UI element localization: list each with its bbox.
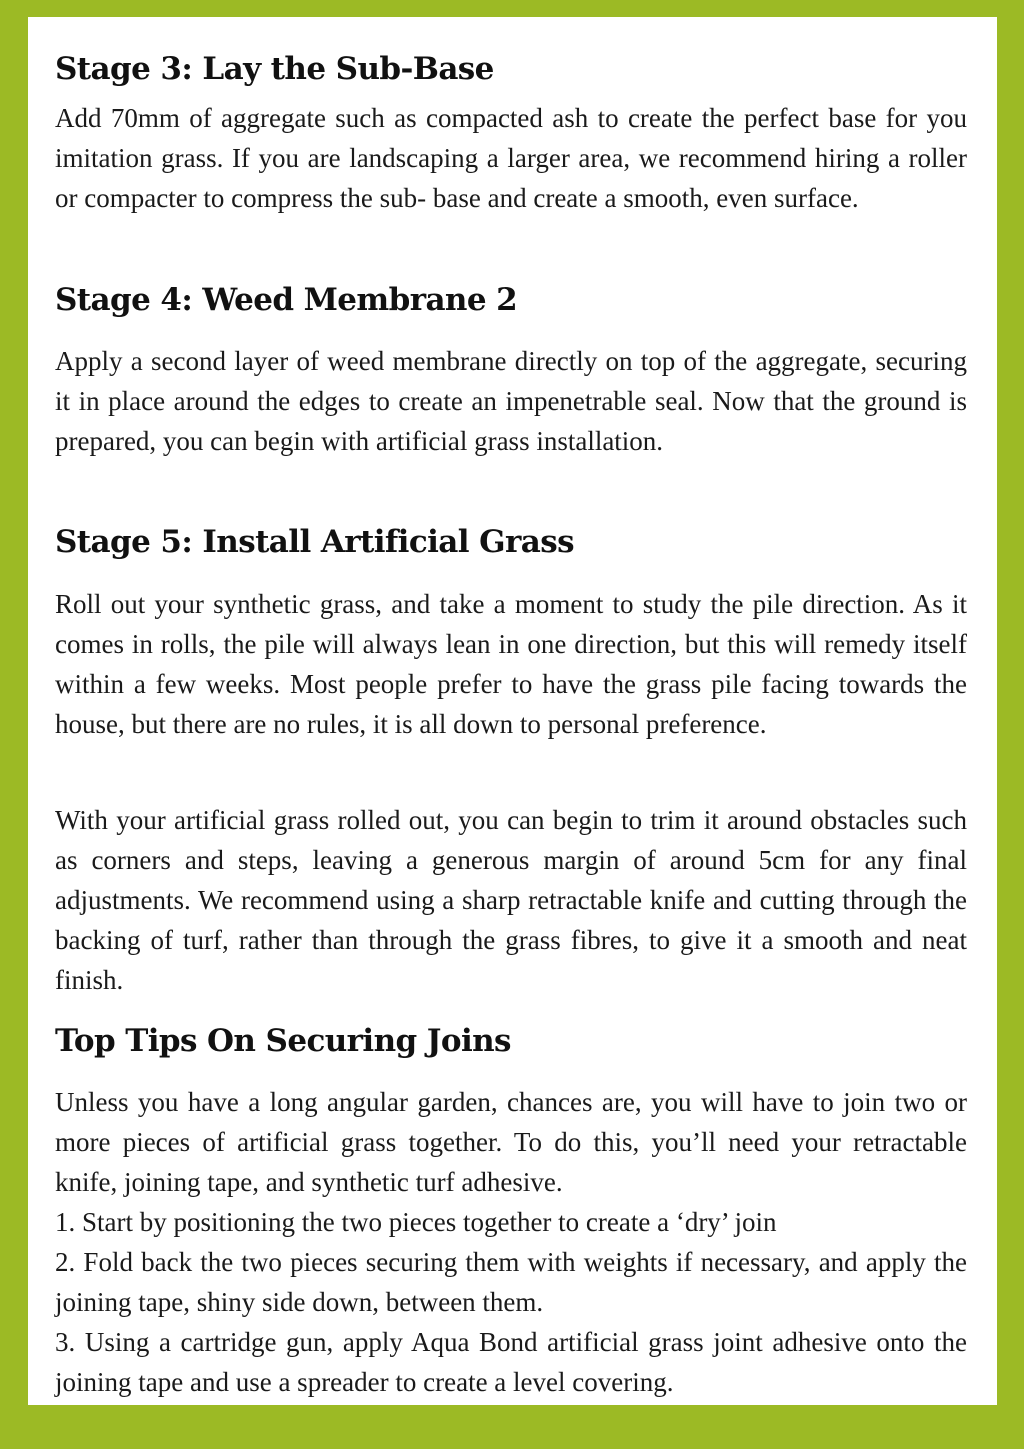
tips-step-2: 2. Fold back the two pieces securing them with weights if necessary, and apply the joining tape, shiny side down, between them. bbox=[55, 1247, 967, 1317]
stage-4-paragraph: Apply a second layer of weed membrane directly on top of the aggregate, securing it in place around the edges to create an impenetrable seal. Now that the ground is prepared, you can begin with artificial grass installation. bbox=[55, 346, 967, 456]
stage-3-paragraph: Add 70mm of aggregate such as compacted ash to create the perfect base for you imitation grass. If you are landscaping a larger area, we recommend hiring a roller or compacter to compress the sub- base and create a smooth, even surface. bbox=[55, 103, 967, 213]
document-page bbox=[28, 17, 997, 1405]
stage-5-paragraph-2: With your artificial grass rolled out, you can begin to trim it around obstacles such as corners and steps, leaving a generous margin of around 5cm for any final adjustments. We recommend using a sharp retractable knife and cutting through the backing of turf, rather than through the grass fibres, to give it a smooth and neat finish. bbox=[55, 805, 967, 995]
tips-step-1: 1. Start by positioning the two pieces together to create a ‘dry’ join bbox=[55, 1207, 777, 1237]
stage-5-paragraph-1: Roll out your synthetic grass, and take a moment to study the pile direction. As it comes in rolls, the pile will always lean in one direction, but this will remedy itself within a few weeks. Most people prefer to have the grass pile facing towards the house, but there are no rules, it is all down to personal preference. bbox=[55, 589, 967, 739]
tips-heading: Top Tips On Securing Joins bbox=[55, 1023, 511, 1059]
stage-4-heading: Stage 4: Weed Membrane 2 bbox=[55, 282, 518, 318]
tips-paragraph: Unless you have a long angular garden, chances are, you will have to join two or more pieces of artificial grass together. To do this, you’ll need your retractable knife, joining tape, and synthetic turf adhesive. bbox=[55, 1087, 967, 1197]
tips-step-3: 3. Using a cartridge gun, apply Aqua Bond artificial grass joint adhesive onto the joining tape and use a spreader to create a level covering. bbox=[55, 1327, 967, 1397]
stage-5-heading: Stage 5: Install Artificial Grass bbox=[55, 524, 574, 560]
stage-3-heading: Stage 3: Lay the Sub-Base bbox=[55, 51, 494, 87]
